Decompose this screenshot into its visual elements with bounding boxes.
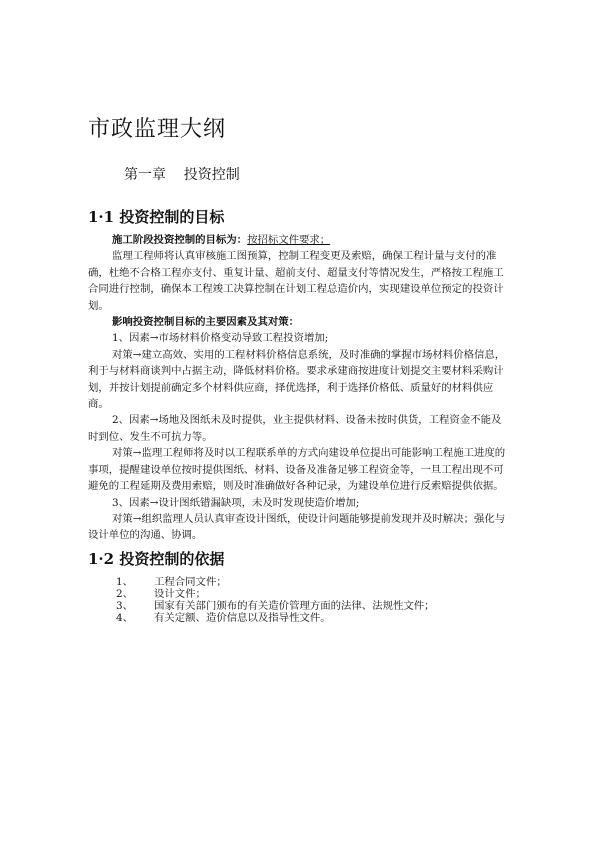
factor-3: 3、因素→设计图纸错漏缺项，未及时发现使造价增加;	[112, 496, 360, 509]
goal-underlined-text: 按招标文件要求；	[247, 234, 331, 246]
goal-line	[88, 232, 508, 248]
section-1-1-body	[88, 232, 508, 544]
list-item	[116, 600, 435, 612]
document-title: 市政监理大纲	[88, 117, 227, 142]
section-heading-1-1: 1·1 投资控制的目标	[88, 208, 225, 226]
basis-list	[116, 576, 435, 624]
factor-1: 1、因素→市场材料价格变动导致工程投资增加;	[112, 332, 329, 345]
list-item-number: 1、	[116, 576, 134, 588]
goal-lead: 施工阶段投资控制的目标为：	[112, 234, 248, 246]
factors-lead: 影响投资控制目标的主要因素及其对策：	[112, 316, 300, 329]
factor-3-measure: 对策→组织监理人员认真审查设计图纸，使设计问题能够提前发现并及时解决；强化与设计单位的沟通、协调。	[88, 512, 506, 542]
list-item-text: 有关定额、造价信息以及指导性文件。	[154, 612, 331, 624]
factor-2: 2、因素→场地及图纸未及时提供，业主提供材料、设备未按时供货，工程资金不能及时到位、发生不可抗力等。	[88, 414, 502, 443]
list-item	[116, 588, 435, 600]
list-item-text: 国家有关部门颁布的有关造价管理方面的法律、法规性文件；	[154, 600, 435, 612]
list-item-number: 2、	[116, 588, 134, 600]
list-item-number: 3、	[116, 600, 134, 612]
list-item	[116, 612, 435, 624]
list-item-number: 4、	[116, 612, 134, 624]
factor-1-measure: 对策→建立高效、实用的工程材料价格信息系统，及时准确的掌握市场材料价格信息，利于与材料商谈判中占据主动，降低材料价格。要求承建商按进度计划提交主要材料采购计划，并按计划提前确定多个材料供应商，择优选择，利于选择价格低、质量好的材料供应商。	[88, 348, 506, 411]
factor-2-measure: 对策→监理工程师将及时以工程联系单的方式向建设单位提出可能影响工程施工进度的事项，提醒建设单位按时提供图纸、材料、设备及准备足够工程资金等，一旦工程出现不可避免的工程延期及费用索赔，则及时准确做好各种记录，为建设单位进行反索赔提供依据。	[88, 447, 506, 493]
chapter-heading: 第一章 投资控制	[124, 167, 240, 183]
paragraph-goal-detail: 监理工程师将认真审核施工图预算，控制工程变更及索赔，确保工程计量与支付的准确，杜绝不合格工程亦支付、重复计量、超前支付、超量支付等情况发生，严格按工程施工合同进行控制，确保本工程竣工决算控制在计划工程总造价内，实现建设单位预定的投资计划。	[88, 250, 504, 312]
list-item-text: 设计文件；	[154, 588, 206, 600]
section-heading-1-2: 1·2 投资控制的依据	[88, 550, 225, 568]
list-item-text: 工程合同文件；	[154, 576, 227, 588]
list-item	[116, 576, 435, 588]
